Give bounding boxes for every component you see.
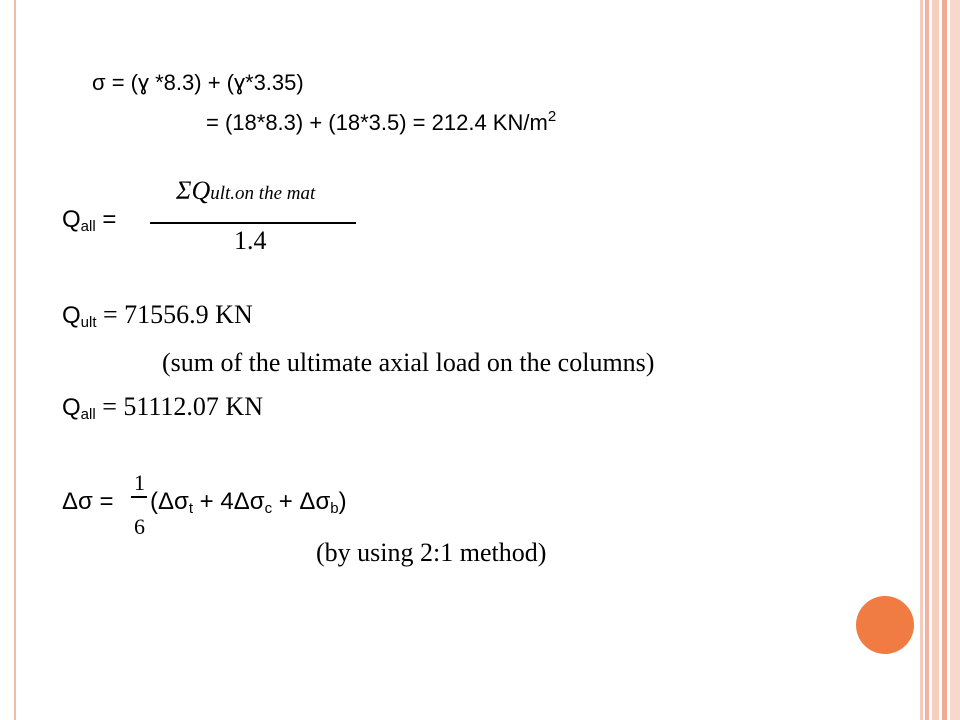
fraction-denominator — [234, 226, 267, 256]
qall-symbol: Q — [62, 394, 81, 421]
qult-note — [162, 348, 654, 378]
stripe — [942, 0, 947, 720]
qall-subscript: all — [80, 218, 96, 235]
right-decorative-stripes — [920, 0, 960, 720]
stress-formula-line — [92, 70, 304, 96]
subscript-t: t — [188, 500, 194, 517]
qult-note-text: (sum of the ultimate axial load on the columns) — [162, 348, 655, 377]
qall-symbol: Q — [62, 206, 81, 233]
denominator-value: 6 — [134, 514, 145, 539]
delta-sigma-lhs: Δσ = — [62, 488, 114, 515]
qult-line — [62, 300, 253, 331]
subscript-b: b — [330, 500, 339, 517]
stress-value: = (18*8.3) + (18*3.5) = 212.4 KN/m — [206, 110, 548, 135]
method-note-text: (by using 2:1 method) — [316, 538, 547, 567]
left-frame-line — [14, 0, 16, 720]
method-note — [316, 538, 546, 568]
decorative-circle — [856, 596, 914, 654]
qult-subscript: ult — [80, 314, 97, 331]
qult-value: = 71556.9 KN — [96, 300, 253, 329]
denominator-value: 1.4 — [234, 226, 267, 255]
qall-value: = 51112.07 KN — [95, 392, 263, 421]
delta-term-top: (Δσ — [150, 488, 189, 515]
one-sixth-numerator — [134, 470, 145, 496]
qult-symbol: Q — [62, 302, 81, 329]
qall-value-line — [62, 392, 263, 423]
qall-fraction — [176, 176, 315, 206]
one-sixth-bar — [131, 496, 147, 498]
stripe — [950, 0, 960, 720]
fraction-bar — [150, 222, 356, 224]
subscript-c: c — [264, 500, 273, 517]
stripe — [920, 0, 923, 720]
qall-formula-line — [62, 206, 116, 235]
unit-exponent: 2 — [547, 108, 557, 125]
stripe — [925, 0, 929, 720]
one-sixth-denominator — [134, 514, 145, 540]
delta-sigma-line — [62, 488, 114, 516]
equals-sign: = — [95, 206, 117, 233]
delta-sigma-rhs — [150, 488, 347, 517]
delta-term-bottom: + Δσ — [272, 488, 331, 515]
stress-value-line — [206, 108, 556, 136]
delta-term-center: + 4Δσ — [193, 488, 265, 515]
closing-paren: ) — [338, 488, 347, 515]
stress-formula: σ = (ɣ *8.3) + (ɣ*3.35) — [92, 70, 304, 95]
fraction-numerator: ΣQ — [176, 176, 211, 205]
stripe — [932, 0, 939, 720]
fraction-numerator-subscript: ult.on the mat — [210, 183, 316, 204]
numerator-value: 1 — [134, 470, 145, 495]
qall-subscript: all — [80, 406, 96, 423]
